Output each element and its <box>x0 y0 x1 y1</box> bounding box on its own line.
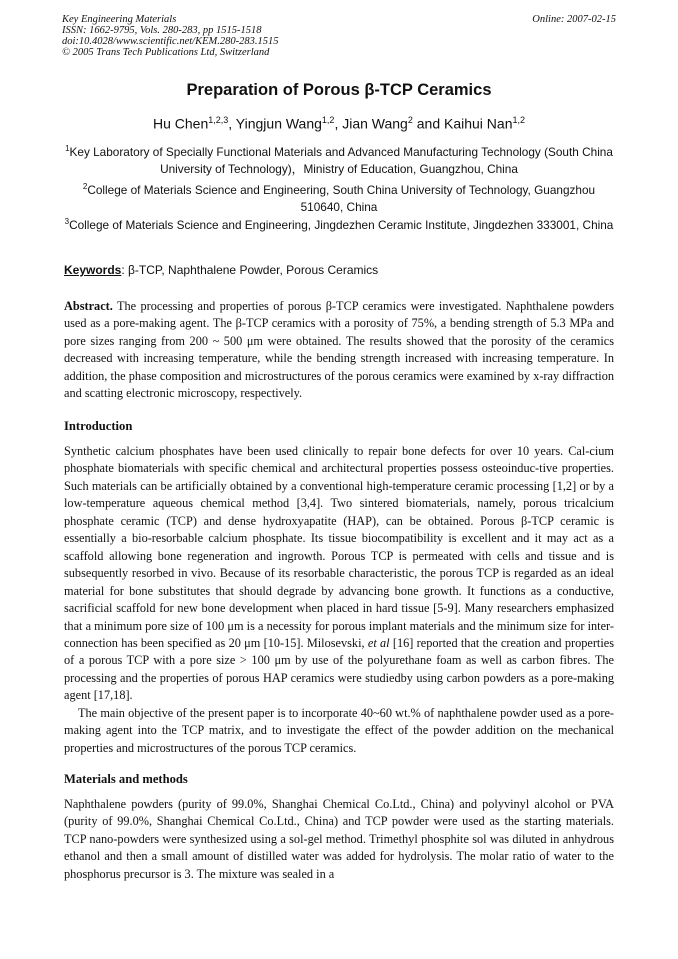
affiliation-3 <box>64 213 614 234</box>
author-affiliation-mark: 1,2 <box>321 115 335 125</box>
affiliation-mark: 1 <box>65 144 70 153</box>
author-name: , Yingjun Wang <box>228 115 322 132</box>
introduction-body <box>64 443 614 757</box>
affiliation-1 <box>64 140 614 178</box>
issn-line: ISSN: 1662-9795, Vols. 280-283, pp 1515-1518 <box>62 25 262 36</box>
etal-italic: et al <box>367 635 390 650</box>
methods-body <box>64 796 614 883</box>
abstract <box>64 298 614 403</box>
author-affiliation-mark: 2 <box>407 115 413 125</box>
methods-heading: Materials and methods <box>64 772 188 786</box>
affiliation-2 <box>64 178 614 216</box>
affiliation-mark: 3 <box>64 217 70 226</box>
copyright-line: © 2005 Trans Tech Publications Ltd, Switzerland <box>62 47 270 58</box>
online-date: Online: 2007-02-15 <box>532 14 616 25</box>
author-affiliation-mark: 1,2 <box>512 115 526 125</box>
author-name: Hu Chen <box>152 115 209 132</box>
journal-name: Key Engineering Materials <box>62 14 177 25</box>
affiliation-text: Key Laboratory of Specially Functional Materials and Advanced Manufacturing Technology (South China University of Technology)，Ministry of Education, Guangzhou, China <box>69 144 613 176</box>
author-affiliation-mark: 1,2,3 <box>208 115 229 125</box>
affiliation-mark: 2 <box>82 182 88 191</box>
paragraph: Naphthalene powders (purity of 99.0%, Shanghai Chemical Co.Ltd., China) and polyvinyl alcohol or PVA (purity of 99.0%, Shanghai Chemical Co.Ltd., China) and TCP powder were used as the starting materials. TCP nano-powders were synthesized using a sol-gel method. Trimethyl phosphite sol was diluted in anhydrous ethanol and then a small amount of distilled water was added for hydrolysis. The molar ratio of water to the phosphorus precursor is 3. The mixture was sealed in a <box>64 797 614 881</box>
author-name: and Kaihui Nan <box>412 115 513 132</box>
affiliation-text: College of Materials Science and Engineering, Jingdezhen Ceramic Institute, Jingdezhen 333001, China <box>69 217 614 232</box>
author-name: , Jian Wang <box>334 115 408 132</box>
doi-line: doi:10.4028/www.scientific.net/KEM.280-283.1515 <box>62 36 279 47</box>
paragraph <box>64 443 614 705</box>
keywords-text: β-TCP, Naphthalene Powder, Porous Ceramics <box>128 263 379 277</box>
paragraph-text: Synthetic calcium phosphates have been used clinically to repair bone defects for over 10 years. Cal-cium phosphate biomaterials with specific chemical and architectural properties possess osteoinduc-tive properties. Such materials can be artificially obtained by a conventional high-temperature ceramic processing [1,2] or by a low-temperature aqueous chemical method [3,4]. Two sintered biomaterials, namely, porous tricalcium phosphate ceramic (TCP) and dense hydroxyapatite (HAP), can be obtained. Porous β-TCP ceramic is essentially a bio-resorbable calcium phosphate. Its tissue biocompatibility is excellent and it may act as a scaffold allowing bone regeneration and ingrowth. Porous TCP is permeated with cells and tissue and is subsequently resorbed in vivo. Because of its resorbable characteristic, the porous TCP is regarded as an ideal material for bone substitutes that should degrade by advancing bone growth. It functions as a conductive, sacrificial scaffold for new bone development when placed in hard tissue [5-9]. Many researchers emphasized that a minimum pore size of 100 μm is a necessity for porous implant materials and the minimum size for inter-connection has been specified as 20 μm [10-15]. Milosevski, <box>64 444 614 650</box>
paragraph-text: [16] reported that the creation and properties of a porous TCP with a pore size > 100 μm by use of the polyurethane foam as well as carbon fibres. The processing and the properties of porous HAP ceramics were studiedby using carbon powders as a pore-making agent [17,18]. <box>64 635 615 703</box>
introduction-heading: Introduction <box>64 419 133 433</box>
paragraph: The main objective of the present paper is to incorporate 40~60 wt.% of naphthalene powder used as a pore-making agent into the TCP matrix, and to investigate the effect of the powder addition on the mechanical properties and microstructures of the porous TCP ceramics. <box>64 705 614 755</box>
keywords-label: Keywords <box>64 263 122 277</box>
affiliation-text: College of Materials Science and Engineering, South China University of Technology, Guangzhou 510640, China <box>87 182 596 214</box>
journal-header <box>62 14 279 58</box>
keywords-line <box>64 263 378 277</box>
keywords-separator: : <box>121 263 129 277</box>
author-list <box>0 115 678 132</box>
abstract-text: The processing and properties of porous β-TCP ceramics were investigated. Naphthalene powders used as a pore-making agent. The β-TCP ceramics with a porosity of 75%, a bending strength of 5.3 MPa and pore sizes ranging from 200 ~ 500 μm were obtained. The results showed that the porosity of the ceramics decreased with increasing temperature, while the bending strength increased with increasing temperature. In addition, the phase composition and microstructures of the porous ceramics were examined by x-ray diffraction and scatting electronic microscopy, respectively. <box>64 299 614 401</box>
paper-title: Preparation of Porous β-TCP Ceramics <box>186 81 492 99</box>
abstract-label: Abstract. <box>64 299 113 313</box>
